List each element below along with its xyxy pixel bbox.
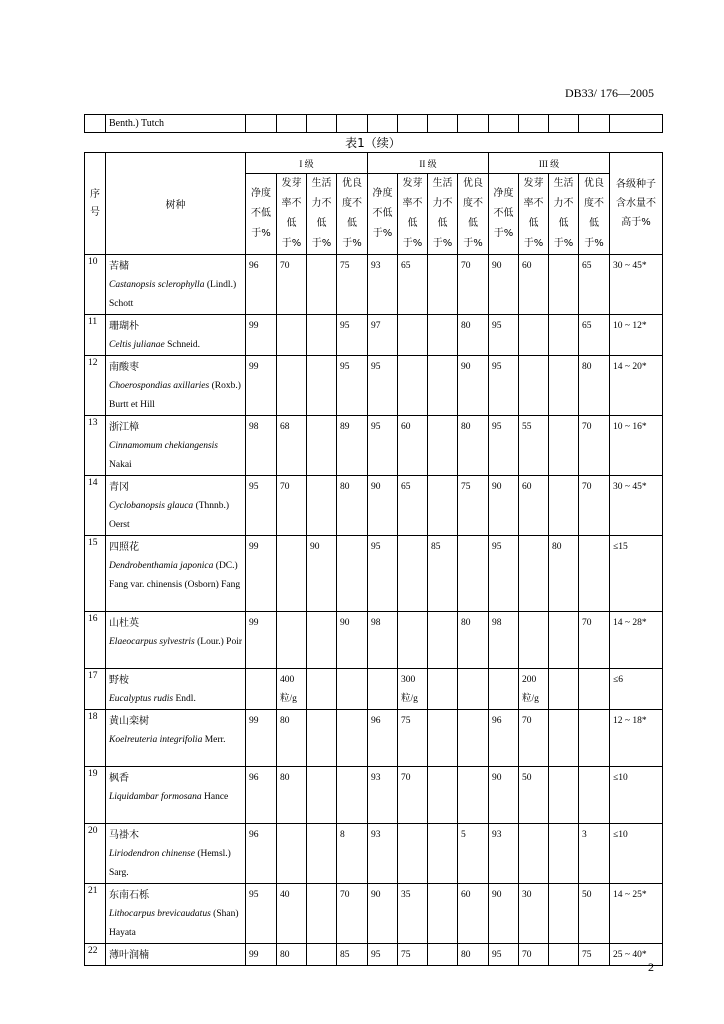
- value-cell: 80: [277, 767, 307, 824]
- value-cell: 50: [579, 884, 610, 944]
- table-row: [85, 767, 663, 824]
- value-cell: [549, 767, 579, 824]
- value-cell: [428, 356, 458, 416]
- value-cell: 93: [368, 824, 398, 884]
- row-number: 18: [85, 710, 106, 767]
- species-chinese-name: 马褂木: [109, 830, 139, 841]
- value-cell: 90: [368, 884, 398, 944]
- table-row: [85, 476, 663, 536]
- species-cell: [106, 416, 246, 476]
- value-cell: 8: [337, 824, 368, 884]
- species-chinese-name: 枫香: [109, 773, 129, 784]
- row-number: 14: [85, 476, 106, 536]
- value-cell: [579, 710, 610, 767]
- value-cell: 200 粒/g: [519, 669, 549, 710]
- value-cell: [579, 767, 610, 824]
- page-number: 2: [648, 960, 654, 974]
- subheader-g1-4: 优良度不低于%: [337, 174, 368, 255]
- value-cell: [428, 416, 458, 476]
- species-continuation: Benth.) Tutch: [106, 115, 246, 133]
- value-cell: 95: [246, 884, 277, 944]
- value-cell: 98: [368, 612, 398, 669]
- value-cell: 98: [489, 612, 519, 669]
- value-cell: [428, 669, 458, 710]
- value-cell: [307, 669, 337, 710]
- table-row: [85, 356, 663, 416]
- value-cell: 68: [277, 416, 307, 476]
- value-cell: [277, 824, 307, 884]
- value-cell: 80: [458, 416, 489, 476]
- value-cell: 93: [489, 824, 519, 884]
- value-cell: 60: [519, 476, 549, 536]
- species-latin-name: Dendrobenthamia japonica (DC.) Fang var. chinensis (Osborn) Fang: [109, 561, 241, 590]
- row-number: 12: [85, 356, 106, 416]
- value-cell: 90: [489, 884, 519, 944]
- value-cell: [519, 612, 549, 669]
- value-cell: 90: [489, 767, 519, 824]
- value-cell: [549, 612, 579, 669]
- value-cell: [549, 416, 579, 476]
- value-cell: 80: [277, 710, 307, 767]
- value-cell: 95: [246, 476, 277, 536]
- value-cell: [428, 824, 458, 884]
- value-cell: [519, 536, 549, 612]
- value-cell: [307, 710, 337, 767]
- table-row: [85, 710, 663, 767]
- species-latin-name: Choerospondias axillaries (Roxb.) Burtt et Hill: [109, 381, 241, 410]
- species-cell: [106, 536, 246, 612]
- value-cell: [428, 767, 458, 824]
- value-cell: 93: [368, 255, 398, 315]
- moisture-cell: ≤15: [610, 536, 663, 612]
- value-cell: 70: [519, 944, 549, 966]
- value-cell: [579, 536, 610, 612]
- value-cell: 99: [246, 944, 277, 966]
- value-cell: 96: [246, 824, 277, 884]
- value-cell: [398, 536, 428, 612]
- value-cell: 60: [519, 255, 549, 315]
- value-cell: 90: [337, 612, 368, 669]
- value-cell: [277, 612, 307, 669]
- value-cell: [519, 315, 549, 356]
- value-cell: 80: [458, 944, 489, 966]
- species-latin-name: Cyclobanopsis glauca (Thnnb.) Oerst: [109, 501, 230, 530]
- row-number: 11: [85, 315, 106, 356]
- value-cell: 90: [489, 476, 519, 536]
- value-cell: 75: [398, 710, 428, 767]
- subheader-g2-4: 优良度不低于%: [458, 174, 489, 255]
- moisture-cell: 14 ~ 28*: [610, 612, 663, 669]
- value-cell: [246, 669, 277, 710]
- row-number: 20: [85, 824, 106, 884]
- value-cell: 80: [579, 356, 610, 416]
- row-number: 22: [85, 944, 106, 966]
- value-cell: [549, 356, 579, 416]
- subheader-g3-3: 生活力不低于%: [549, 174, 579, 255]
- species-latin-name: Elaeocarpus sylvestris (Lour.) Poir: [109, 637, 242, 647]
- species-chinese-name: 薄叶润楠: [109, 950, 149, 961]
- value-cell: 95: [368, 536, 398, 612]
- subheader-g3-2: 发芽率不低于%: [519, 174, 549, 255]
- table-row: [85, 669, 663, 710]
- value-cell: 95: [368, 356, 398, 416]
- value-cell: 85: [337, 944, 368, 966]
- value-cell: 85: [428, 536, 458, 612]
- value-cell: [579, 669, 610, 710]
- value-cell: 75: [398, 944, 428, 966]
- value-cell: [307, 315, 337, 356]
- species-latin-name: Castanopsis sclerophylla (Lindl.) Schott: [109, 280, 237, 309]
- value-cell: [428, 710, 458, 767]
- value-cell: 70: [579, 476, 610, 536]
- value-cell: [519, 824, 549, 884]
- row-number: 21: [85, 884, 106, 944]
- value-cell: 90: [458, 356, 489, 416]
- table-row: [85, 315, 663, 356]
- row-number: 19: [85, 767, 106, 824]
- value-cell: [549, 710, 579, 767]
- value-cell: 400 粒/g: [277, 669, 307, 710]
- value-cell: [549, 884, 579, 944]
- value-cell: 95: [489, 416, 519, 476]
- species-latin-name: Eucalyptus rudis Endl.: [109, 694, 196, 704]
- value-cell: [428, 944, 458, 966]
- species-cell: [106, 767, 246, 824]
- value-cell: 3: [579, 824, 610, 884]
- row-number: 17: [85, 669, 106, 710]
- value-cell: 70: [579, 416, 610, 476]
- value-cell: 70: [519, 710, 549, 767]
- subheader-g2-2: 发芽率不低于%: [398, 174, 428, 255]
- row-number: 15: [85, 536, 106, 612]
- value-cell: [307, 255, 337, 315]
- value-cell: 70: [579, 612, 610, 669]
- moisture-cell: 14 ~ 25*: [610, 884, 663, 944]
- header-species: 树种: [106, 153, 246, 255]
- value-cell: [549, 824, 579, 884]
- value-cell: 55: [519, 416, 549, 476]
- value-cell: 95: [337, 356, 368, 416]
- value-cell: [549, 944, 579, 966]
- header-grade-1: I 级: [246, 153, 368, 174]
- value-cell: [458, 767, 489, 824]
- value-cell: 93: [368, 767, 398, 824]
- species-cell: [106, 944, 246, 966]
- value-cell: [277, 536, 307, 612]
- subheader-g1-2: 发芽率不低于%: [277, 174, 307, 255]
- species-latin-name: Celtis julianae Schneid.: [109, 340, 201, 350]
- value-cell: [428, 315, 458, 356]
- value-cell: 80: [337, 476, 368, 536]
- table-row: [85, 416, 663, 476]
- species-chinese-name: 青冈: [109, 482, 129, 493]
- species-chinese-name: 山杜英: [109, 618, 139, 629]
- value-cell: 96: [246, 767, 277, 824]
- value-cell: [398, 824, 428, 884]
- species-cell: [106, 612, 246, 669]
- value-cell: [337, 767, 368, 824]
- species-chinese-name: 珊瑚朴: [109, 321, 139, 332]
- table-row: [85, 612, 663, 669]
- value-cell: 35: [398, 884, 428, 944]
- value-cell: [307, 884, 337, 944]
- table-row: [85, 255, 663, 315]
- species-cell: [106, 476, 246, 536]
- value-cell: 75: [579, 944, 610, 966]
- species-latin-name: Liquidambar formosana Hance: [109, 792, 229, 802]
- species-latin-name: Cinnamomum chekiangensis Nakai: [109, 441, 218, 470]
- value-cell: [368, 669, 398, 710]
- subheader-g1-1: 净度不低于%: [246, 174, 277, 255]
- value-cell: 95: [489, 356, 519, 416]
- value-cell: 300 粒/g: [398, 669, 428, 710]
- value-cell: 96: [489, 710, 519, 767]
- header-number: 序号: [85, 153, 106, 255]
- value-cell: 70: [277, 255, 307, 315]
- subheader-g1-3: 生活力不低于%: [307, 174, 337, 255]
- value-cell: [398, 612, 428, 669]
- value-cell: [337, 536, 368, 612]
- value-cell: 70: [398, 767, 428, 824]
- header-grade-2: II 级: [368, 153, 489, 174]
- value-cell: 70: [277, 476, 307, 536]
- table-row: [85, 115, 663, 133]
- species-chinese-name: 浙江樟: [109, 422, 139, 433]
- value-cell: [337, 669, 368, 710]
- species-cell: [106, 824, 246, 884]
- moisture-cell: 10 ~ 16*: [610, 416, 663, 476]
- species-latin-name: Liriodendron chinense (Hemsl.) Sarg.: [109, 849, 231, 878]
- subheader-g2-1: 净度不低于%: [368, 174, 398, 255]
- value-cell: 99: [246, 356, 277, 416]
- value-cell: 40: [277, 884, 307, 944]
- moisture-cell: ≤10: [610, 824, 663, 884]
- moisture-cell: 25 ~ 40*: [610, 944, 663, 966]
- moisture-cell: 14 ~ 20*: [610, 356, 663, 416]
- subheader-g2-3: 生活力不低于%: [428, 174, 458, 255]
- value-cell: 60: [458, 884, 489, 944]
- table-row: [85, 944, 663, 966]
- row-number: 16: [85, 612, 106, 669]
- value-cell: 96: [246, 255, 277, 315]
- value-cell: 99: [246, 536, 277, 612]
- moisture-cell: ≤10: [610, 767, 663, 824]
- value-cell: [549, 669, 579, 710]
- value-cell: [428, 612, 458, 669]
- value-cell: [428, 476, 458, 536]
- value-cell: [458, 669, 489, 710]
- species-cell: [106, 255, 246, 315]
- value-cell: 90: [307, 536, 337, 612]
- value-cell: [277, 315, 307, 356]
- value-cell: 95: [489, 536, 519, 612]
- value-cell: [398, 315, 428, 356]
- value-cell: 70: [458, 255, 489, 315]
- value-cell: 80: [549, 536, 579, 612]
- table-row: [85, 824, 663, 884]
- value-cell: 95: [489, 315, 519, 356]
- value-cell: [307, 824, 337, 884]
- subheader-g3-1: 净度不低于%: [489, 174, 519, 255]
- value-cell: 70: [337, 884, 368, 944]
- value-cell: 99: [246, 612, 277, 669]
- species-chinese-name: 四照花: [109, 542, 139, 553]
- previous-table-tail: [84, 114, 663, 133]
- value-cell: [337, 710, 368, 767]
- value-cell: 65: [579, 255, 610, 315]
- value-cell: 80: [277, 944, 307, 966]
- species-chinese-name: 东南石栎: [109, 890, 149, 901]
- value-cell: [428, 884, 458, 944]
- value-cell: [307, 476, 337, 536]
- value-cell: [307, 944, 337, 966]
- species-cell: [106, 710, 246, 767]
- moisture-cell: 10 ~ 12*: [610, 315, 663, 356]
- value-cell: 60: [398, 416, 428, 476]
- value-cell: 98: [246, 416, 277, 476]
- species-latin-name: Koelreuteria integrifolia Merr.: [109, 735, 226, 745]
- species-chinese-name: 苦槠: [109, 261, 129, 272]
- value-cell: 96: [368, 710, 398, 767]
- species-cell: [106, 356, 246, 416]
- value-cell: 99: [246, 710, 277, 767]
- table-caption: 表1（续）: [345, 136, 401, 150]
- value-cell: 5: [458, 824, 489, 884]
- value-cell: 30: [519, 884, 549, 944]
- species-cell: [106, 884, 246, 944]
- moisture-cell: 12 ~ 18*: [610, 710, 663, 767]
- value-cell: 99: [246, 315, 277, 356]
- value-cell: 75: [337, 255, 368, 315]
- value-cell: 90: [489, 255, 519, 315]
- value-cell: [307, 612, 337, 669]
- value-cell: [307, 416, 337, 476]
- species-latin-name: Lithocarpus brevicaudatus (Shan) Hayata: [109, 909, 239, 938]
- species-chinese-name: 南酸枣: [109, 362, 139, 373]
- table-row: [85, 884, 663, 944]
- row-number: 13: [85, 416, 106, 476]
- value-cell: 95: [337, 315, 368, 356]
- value-cell: 95: [489, 944, 519, 966]
- moisture-cell: ≤6: [610, 669, 663, 710]
- value-cell: 65: [398, 255, 428, 315]
- seed-quality-table: [84, 152, 663, 966]
- value-cell: [549, 255, 579, 315]
- value-cell: 89: [337, 416, 368, 476]
- moisture-cell: 30 ~ 45*: [610, 476, 663, 536]
- value-cell: 95: [368, 944, 398, 966]
- value-cell: [307, 767, 337, 824]
- value-cell: 75: [458, 476, 489, 536]
- value-cell: 65: [398, 476, 428, 536]
- document-id: DB33/ 176—2005: [564, 86, 654, 100]
- value-cell: [428, 255, 458, 315]
- species-cell: [106, 315, 246, 356]
- moisture-cell: 30 ~ 45*: [610, 255, 663, 315]
- value-cell: 80: [458, 315, 489, 356]
- header-moisture: 各级种子含水量不高于%: [610, 153, 663, 255]
- value-cell: [458, 536, 489, 612]
- value-cell: 90: [368, 476, 398, 536]
- value-cell: [307, 356, 337, 416]
- value-cell: [458, 710, 489, 767]
- value-cell: [519, 356, 549, 416]
- value-cell: [277, 356, 307, 416]
- row-number: 10: [85, 255, 106, 315]
- subheader-g3-4: 优良度不低于%: [579, 174, 610, 255]
- table-row: [85, 536, 663, 612]
- value-cell: [549, 315, 579, 356]
- value-cell: [549, 476, 579, 536]
- value-cell: [398, 356, 428, 416]
- species-chinese-name: 野桉: [109, 675, 129, 686]
- header-grade-3: III 级: [489, 153, 610, 174]
- value-cell: 97: [368, 315, 398, 356]
- species-cell: [106, 669, 246, 710]
- value-cell: [489, 669, 519, 710]
- value-cell: 50: [519, 767, 549, 824]
- species-chinese-name: 黄山栾树: [109, 716, 149, 727]
- value-cell: 65: [579, 315, 610, 356]
- value-cell: 95: [368, 416, 398, 476]
- value-cell: 80: [458, 612, 489, 669]
